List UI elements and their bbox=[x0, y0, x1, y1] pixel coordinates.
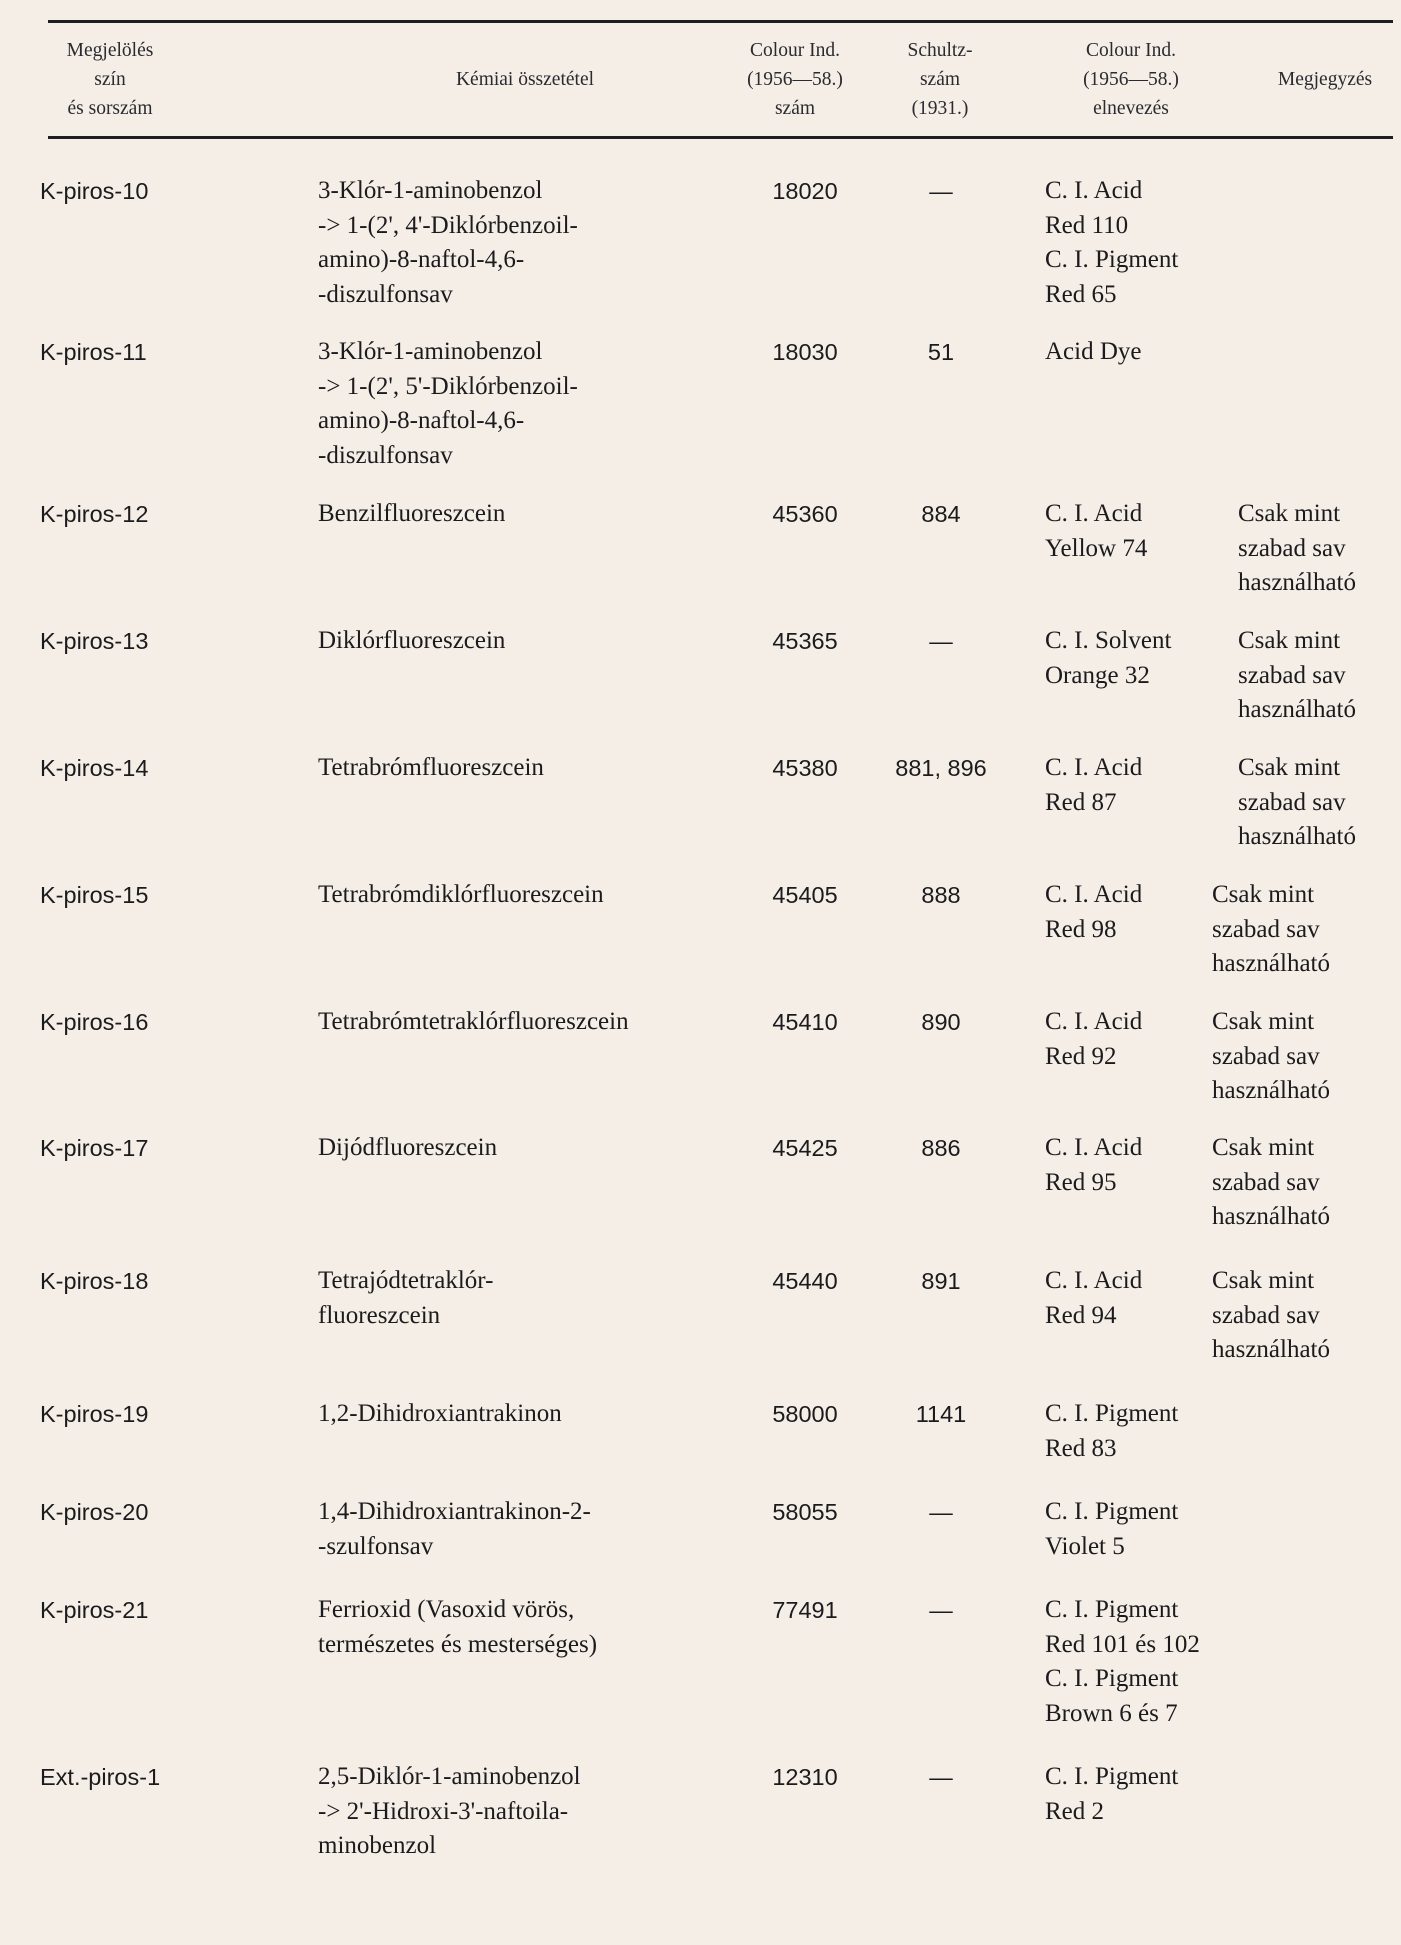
schultz-number: 881, 896 bbox=[895, 755, 987, 781]
colour-index-name: C. I. Acid Red 95 bbox=[1045, 1134, 1143, 1196]
schultz-number: 890 bbox=[921, 1009, 961, 1035]
colour-index-number: 58055 bbox=[772, 1499, 838, 1525]
chemical-composition: Benzilfluoreszcein bbox=[318, 500, 506, 527]
remark: Csak mint szabad sav használható bbox=[1212, 1134, 1331, 1230]
colour-index-name: C. I. Pigment Red 101 és 102 C. I. Pigment Brown 6 és 7 bbox=[1045, 1596, 1200, 1727]
colour-index-number: 18020 bbox=[772, 178, 838, 204]
header-designation: Megjelölés szín és sorszám bbox=[66, 40, 154, 119]
colour-index-number: 45365 bbox=[772, 628, 838, 654]
colour-index-name: C. I. Pigment Red 2 bbox=[1045, 1763, 1179, 1825]
chemical-composition: 2,5-Diklór-1-aminobenzol -> 2'-Hidroxi-3'-naftoila- minobenzol bbox=[318, 1763, 581, 1859]
colour-index-number: 45405 bbox=[772, 882, 838, 908]
colour-index-name: C. I. Acid Red 94 bbox=[1045, 1267, 1143, 1329]
colour-index-name: Acid Dye bbox=[1045, 338, 1142, 365]
remark: Csak mint szabad sav használható bbox=[1212, 1008, 1331, 1104]
chemical-composition: Dijódfluoreszcein bbox=[318, 1134, 498, 1161]
chemical-composition: Tetrabrómdiklórfluoreszcein bbox=[318, 881, 604, 908]
colour-index-number: 45440 bbox=[772, 1268, 838, 1294]
colour-index-number: 18030 bbox=[772, 339, 838, 365]
schultz-number: — bbox=[929, 1499, 953, 1525]
designation: K-piros-10 bbox=[40, 178, 149, 204]
colour-index-number: 45410 bbox=[772, 1009, 838, 1035]
chemical-composition: Ferrioxid (Vasoxid vörös, természetes és mesterséges) bbox=[318, 1596, 598, 1658]
chemical-composition: 3-Klór-1-aminobenzol -> 1-(2', 5'-Diklórbenzoil- amino)-8-naftol-4,6- -diszulfonsav bbox=[318, 338, 578, 469]
designation: K-piros-17 bbox=[40, 1135, 149, 1161]
header-chemical-composition: Kémiai összetétel bbox=[455, 69, 595, 90]
colour-index-name: C. I. Acid Red 87 bbox=[1045, 754, 1143, 816]
header-colour-index-number: Colour Ind. (1956—58.) szám bbox=[747, 40, 843, 119]
designation: K-piros-21 bbox=[40, 1597, 149, 1623]
colour-index-name: C. I. Pigment Violet 5 bbox=[1045, 1498, 1179, 1560]
schultz-number: — bbox=[929, 628, 953, 654]
chemical-composition: Tetrabrómtetraklórfluoreszcein bbox=[318, 1008, 629, 1035]
designation: K-piros-12 bbox=[40, 501, 149, 527]
schultz-number: — bbox=[929, 1597, 953, 1623]
colour-index-number: 12310 bbox=[772, 1764, 838, 1790]
designation: K-piros-15 bbox=[40, 882, 149, 908]
chemical-composition: 3-Klór-1-aminobenzol -> 1-(2', 4'-Diklórbenzoil- amino)-8-naftol-4,6- -diszulfonsav bbox=[318, 177, 578, 308]
colour-index-number: 45360 bbox=[772, 501, 838, 527]
chemical-composition: 1,4-Dihidroxiantrakinon-2- -szulfonsav bbox=[318, 1498, 591, 1560]
header-schultz-number: Schultz- szám (1931.) bbox=[907, 40, 973, 119]
header-remarks: Megjegyzés bbox=[1277, 69, 1373, 90]
remark: Csak mint szabad sav használható bbox=[1238, 627, 1357, 723]
header-colour-index-name: Colour Ind. (1956—58.) elnevezés bbox=[1083, 40, 1179, 119]
colour-index-name: C. I. Acid Red 92 bbox=[1045, 1008, 1143, 1070]
designation: K-piros-19 bbox=[40, 1401, 149, 1427]
schultz-number: 1141 bbox=[915, 1401, 967, 1427]
colour-index-number: 77491 bbox=[772, 1597, 838, 1623]
colour-index-name: C. I. Acid Red 98 bbox=[1045, 881, 1143, 943]
schultz-number: 891 bbox=[921, 1268, 961, 1294]
colour-index-name: C. I. Pigment Red 83 bbox=[1045, 1400, 1179, 1462]
designation: K-piros-20 bbox=[40, 1499, 149, 1525]
schultz-number: — bbox=[929, 1764, 953, 1790]
schultz-number: 51 bbox=[927, 339, 955, 365]
schultz-number: 886 bbox=[921, 1135, 961, 1161]
colour-index-number: 45425 bbox=[772, 1135, 838, 1161]
colour-index-number: 45380 bbox=[772, 755, 838, 781]
chemical-composition: Tetrabrómfluoreszcein bbox=[318, 754, 544, 781]
chemical-composition: Tetrajódtetraklór- fluoreszcein bbox=[318, 1267, 494, 1329]
header-rule bbox=[48, 136, 1393, 139]
remark: Csak mint szabad sav használható bbox=[1238, 754, 1357, 850]
colour-index-name: C. I. Acid Red 110 C. I. Pigment Red 65 bbox=[1045, 177, 1179, 308]
colour-index-name: C. I. Acid Yellow 74 bbox=[1045, 500, 1148, 562]
top-rule bbox=[48, 20, 1393, 23]
chemical-composition: 1,2-Dihidroxiantrakinon bbox=[318, 1400, 562, 1427]
chemical-composition: Diklórfluoreszcein bbox=[318, 627, 506, 654]
schultz-number: 888 bbox=[921, 882, 961, 908]
designation: K-piros-16 bbox=[40, 1009, 149, 1035]
designation: K-piros-13 bbox=[40, 628, 149, 654]
remark: Csak mint szabad sav használható bbox=[1238, 500, 1357, 596]
schultz-number: 884 bbox=[921, 501, 961, 527]
remark: Csak mint szabad sav használható bbox=[1212, 881, 1331, 977]
remark: Csak mint szabad sav használható bbox=[1212, 1267, 1331, 1363]
designation: K-piros-11 bbox=[40, 339, 147, 365]
designation: K-piros-18 bbox=[40, 1268, 149, 1294]
schultz-number: — bbox=[929, 178, 953, 204]
designation: Ext.-piros-1 bbox=[40, 1764, 161, 1790]
colour-index-name: C. I. Solvent Orange 32 bbox=[1045, 627, 1172, 689]
colour-index-number: 58000 bbox=[772, 1401, 838, 1427]
designation: K-piros-14 bbox=[40, 755, 149, 781]
